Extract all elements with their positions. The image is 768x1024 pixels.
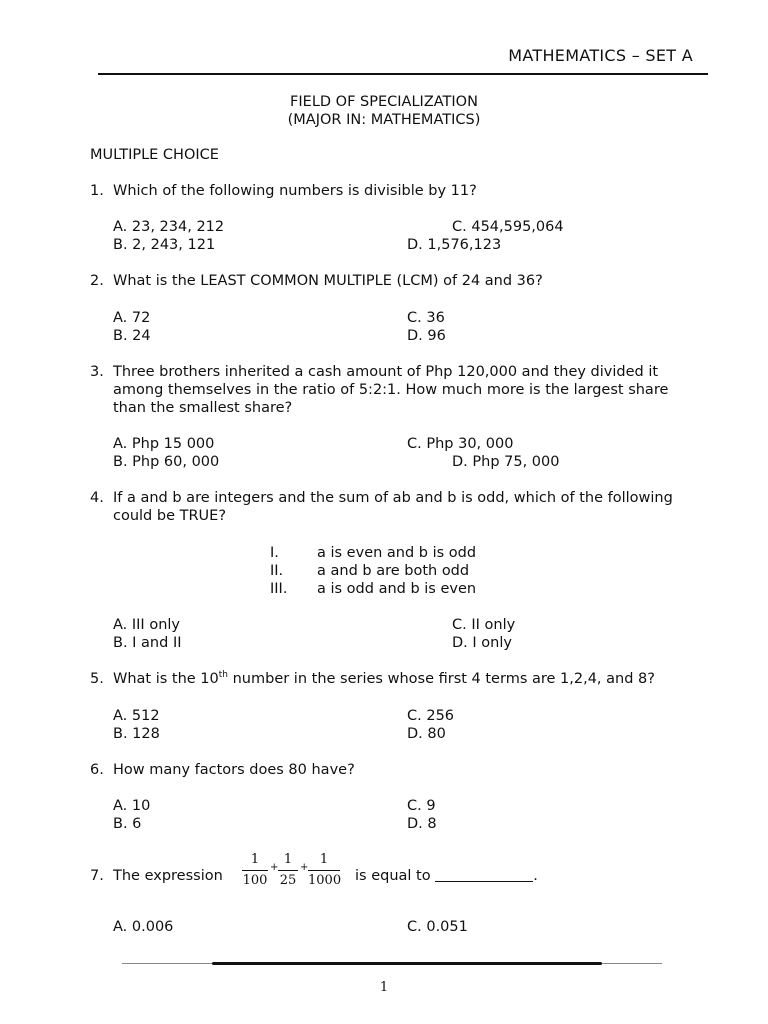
header-rule bbox=[98, 73, 708, 75]
question-text-end: number in the series whose first 4 terms are 1,2,4, and 8? bbox=[228, 671, 655, 687]
question-number: 4. bbox=[90, 490, 104, 506]
blank-suffix: . bbox=[533, 868, 538, 884]
heading-line-1: FIELD OF SPECIALIZATION bbox=[290, 94, 478, 110]
question-text: Which of the following numbers is divisible by 11? bbox=[113, 183, 477, 199]
roman-statement: a is even and b is odd bbox=[317, 545, 477, 561]
choice-a: A. 72 bbox=[113, 310, 151, 326]
fraction bbox=[242, 852, 268, 889]
choice-b: B. 6 bbox=[113, 816, 142, 832]
roman-statement: a and b are both odd bbox=[317, 563, 470, 579]
ordinal-superscript: th bbox=[218, 670, 228, 680]
question-number: 7. bbox=[90, 868, 104, 884]
fraction-numerator: 1 bbox=[319, 852, 329, 867]
choice-c: C. 0.051 bbox=[407, 919, 468, 935]
choice-d: D. 1,576,123 bbox=[407, 237, 502, 253]
choice-a: A. Php 15 000 bbox=[113, 436, 215, 452]
choice-a: A. 10 bbox=[113, 798, 151, 814]
choice-b: B. Php 60, 000 bbox=[113, 454, 220, 470]
question-number: 2. bbox=[90, 273, 104, 289]
question-number: 1. bbox=[90, 183, 104, 199]
question-number: 5. bbox=[90, 671, 104, 687]
choice-a: A. 512 bbox=[113, 708, 160, 724]
choice-c: C. 256 bbox=[407, 708, 455, 724]
footer-rule-thick bbox=[212, 962, 602, 965]
question-text bbox=[113, 670, 655, 688]
choice-d: D. I only bbox=[452, 635, 512, 651]
choice-c: C. 36 bbox=[407, 310, 445, 326]
question-text-start: The expression bbox=[113, 868, 223, 884]
question-text-line-3: than the smallest share? bbox=[113, 400, 293, 416]
fraction-numerator: 1 bbox=[283, 852, 293, 867]
section-label: MULTIPLE CHOICE bbox=[90, 147, 219, 163]
question-text: What is the LEAST COMMON MULTIPLE (LCM) of 24 and 36? bbox=[113, 273, 543, 289]
choice-d: D. Php 75, 000 bbox=[452, 454, 560, 470]
choice-d: D. 80 bbox=[407, 726, 446, 742]
choice-c: C. 9 bbox=[407, 798, 436, 814]
choice-c: C. 454,595,064 bbox=[452, 219, 564, 235]
roman-numeral: II. bbox=[270, 563, 284, 579]
fraction-denominator: 1000 bbox=[308, 873, 342, 888]
roman-statement: a is odd and b is even bbox=[317, 581, 477, 597]
question-text-line-1: If a and b are integers and the sum of ab and b is odd, which of the following bbox=[113, 490, 673, 506]
answer-blank bbox=[435, 867, 533, 882]
question-text-line-2: among themselves in the ratio of 5:2:1. How much more is the largest share bbox=[113, 382, 669, 398]
choice-d: D. 96 bbox=[407, 328, 446, 344]
fraction bbox=[278, 852, 298, 889]
heading-line-2: (MAJOR IN: MATHEMATICS) bbox=[287, 112, 481, 128]
footer-rule bbox=[122, 962, 662, 966]
fraction-numerator: 1 bbox=[250, 852, 260, 867]
question-text-tail: is equal to bbox=[355, 868, 431, 884]
question-text: How many factors does 80 have? bbox=[113, 762, 355, 778]
roman-numeral: III. bbox=[270, 581, 288, 597]
fraction-bar bbox=[308, 870, 340, 871]
choice-a: A. 0.006 bbox=[113, 919, 174, 935]
question-text-line-2: could be TRUE? bbox=[113, 508, 227, 524]
choice-a: A. 23, 234, 212 bbox=[113, 219, 225, 235]
choice-d: D. 8 bbox=[407, 816, 437, 832]
fraction-bar bbox=[278, 870, 298, 871]
question-number: 3. bbox=[90, 364, 104, 380]
choice-b: B. I and II bbox=[113, 635, 182, 651]
choice-a: A. III only bbox=[113, 617, 180, 633]
header-title: MATHEMATICS – SET A bbox=[508, 46, 693, 65]
question-text-end bbox=[355, 867, 538, 885]
fraction-denominator: 25 bbox=[279, 873, 297, 888]
choice-b: B. 24 bbox=[113, 328, 151, 344]
fraction bbox=[308, 852, 340, 889]
choice-b: B. 128 bbox=[113, 726, 160, 742]
fraction-denominator: 100 bbox=[242, 873, 268, 888]
choice-c: C. II only bbox=[452, 617, 516, 633]
plus-operator: + bbox=[270, 862, 279, 873]
question-number: 6. bbox=[90, 762, 104, 778]
plus-operator: + bbox=[300, 862, 309, 873]
question-text-start: What is the 10 bbox=[113, 671, 219, 687]
choice-b: B. 2, 243, 121 bbox=[113, 237, 216, 253]
fraction-expression bbox=[242, 852, 342, 892]
choice-c: C. Php 30, 000 bbox=[407, 436, 514, 452]
roman-numeral: I. bbox=[270, 545, 279, 561]
question-text-line-1: Three brothers inherited a cash amount of Php 120,000 and they divided it bbox=[113, 364, 659, 380]
page-number: 1 bbox=[379, 980, 389, 995]
fraction-bar bbox=[242, 870, 268, 871]
